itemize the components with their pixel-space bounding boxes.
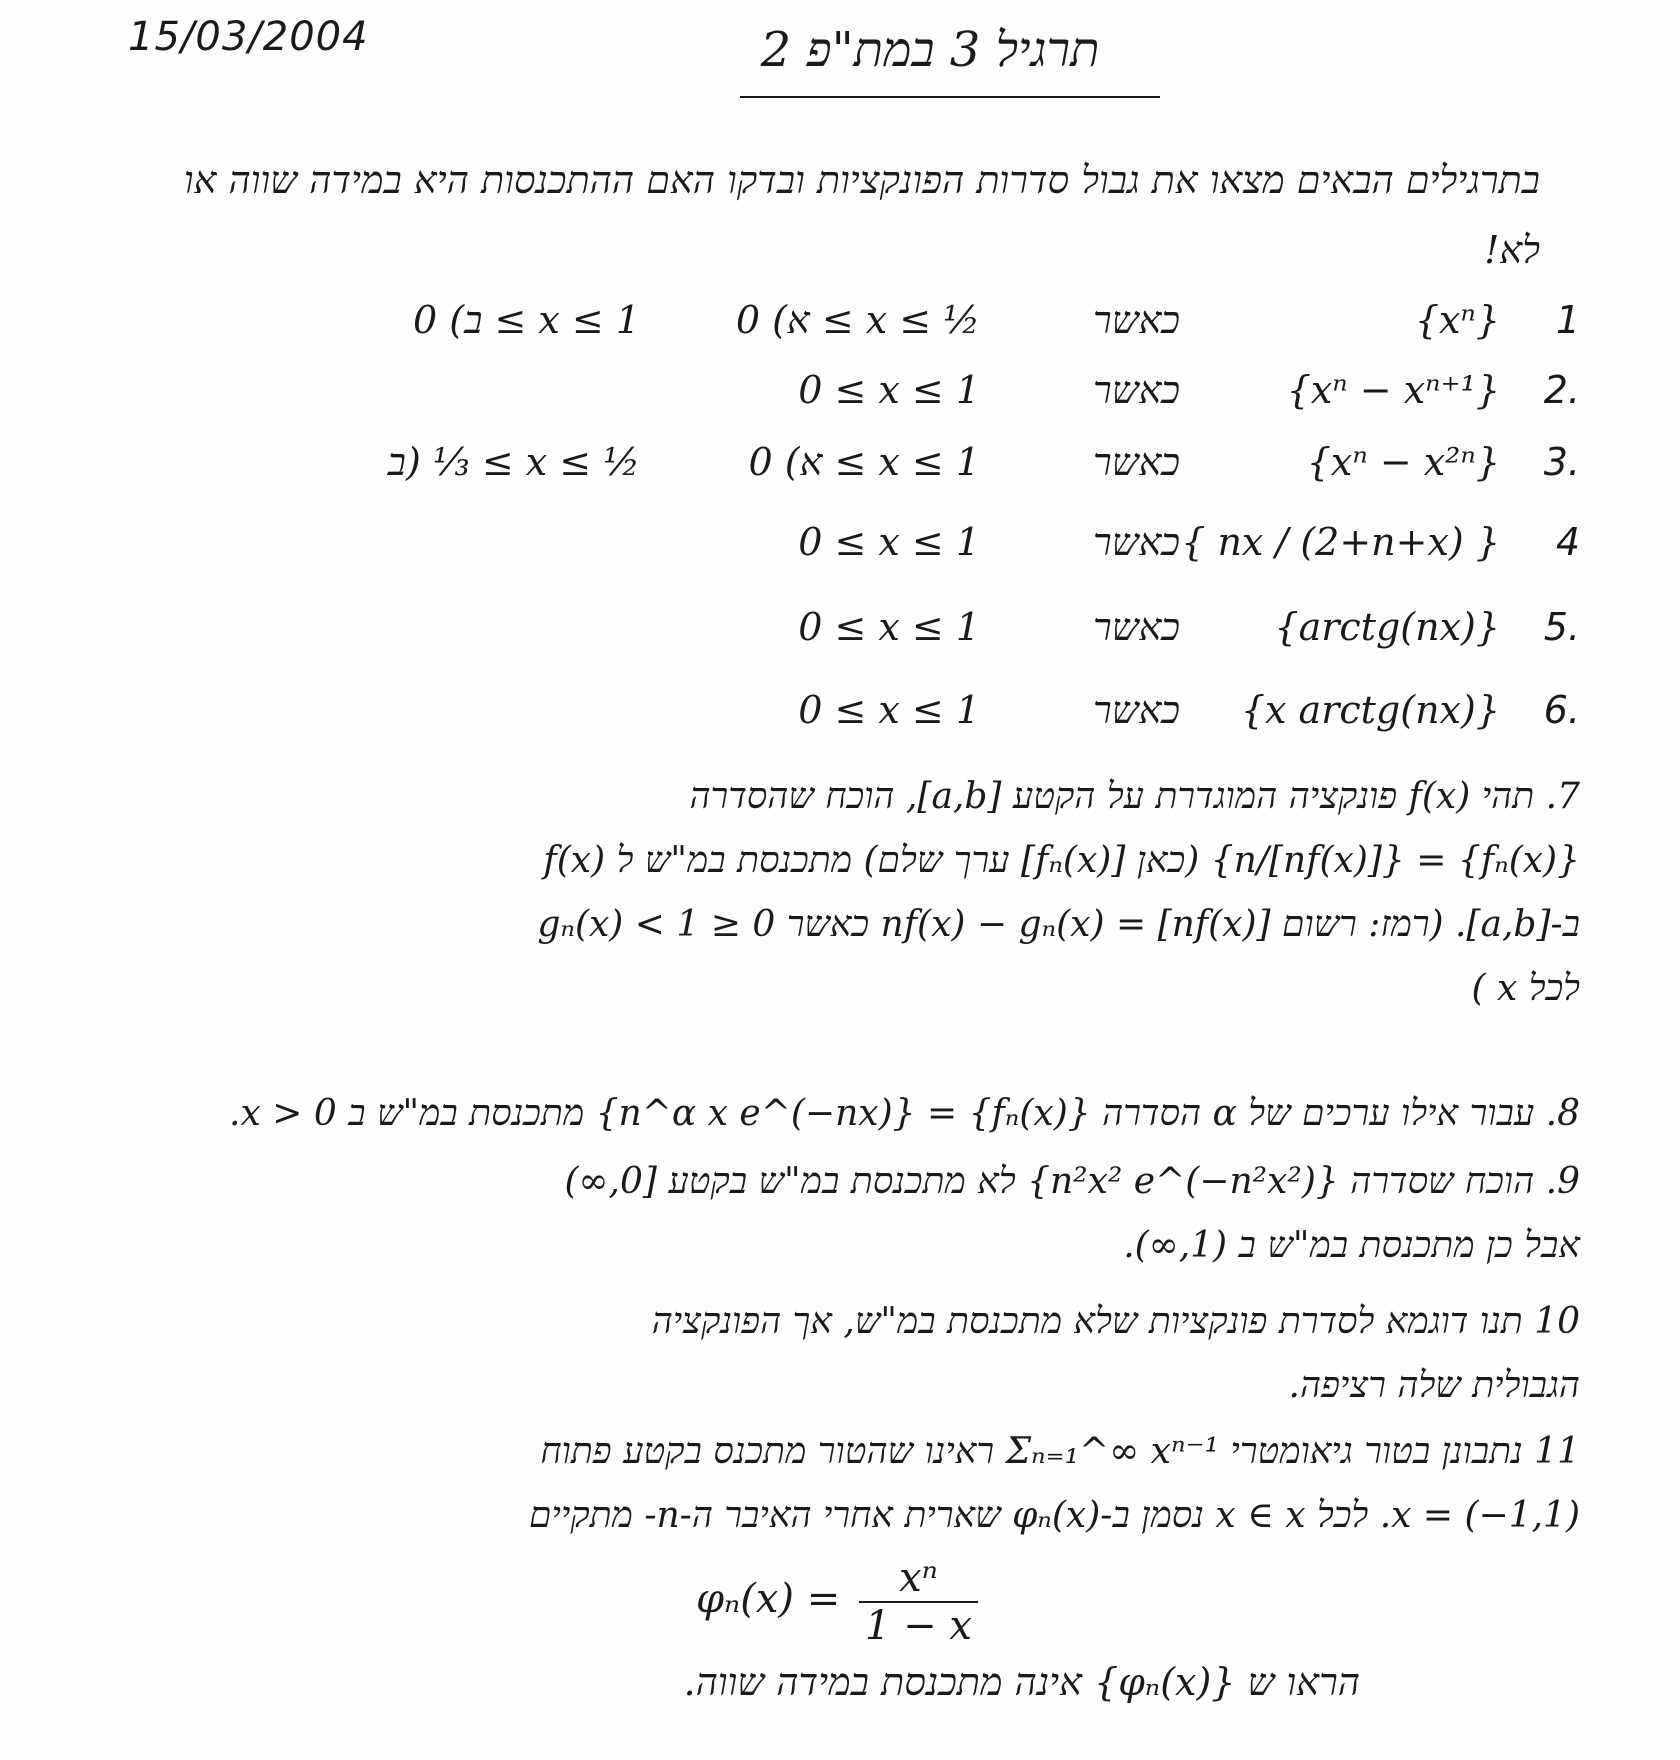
exercise-1 [100,298,1580,368]
question-10-line-1: 10 תנו דוגמא לסדרת פונקציות שלא מתכנסת במ"ש, אך הפונקציה [651,1301,1580,1342]
question-7-line-4: לכל x ) [1471,968,1580,1009]
question-11 [60,1420,1580,1548]
question-10-line-2: הגבולית שלה רציפה. [1288,1365,1580,1406]
formula-lhs: φₙ(x) = [696,1576,841,1622]
exercise-condition-word: כאשר [1093,605,1180,649]
date: 15/03/2004 [128,14,369,60]
page-title: תרגיל 3 במת"פ 2 [760,22,1100,78]
question-9-line-2: אבל כן מתכנסת במ"ש ב (1,∞). [1123,1225,1580,1266]
exercise-interval: 0 ≤ x ≤ 1 [798,368,980,412]
exercise-interval-a: א) 0 ≤ x ≤ ½ [735,298,980,342]
exercise-condition-word: כאשר [1093,368,1180,412]
question-8-text: 8. עבור אילו ערכים של α הסדרה {fₙ(x)} = {n^α x e^(−nx)} מתכנסת במ"ש ב 0 < x. [229,1093,1580,1134]
exercise-condition-word: כאשר [1093,520,1180,564]
exercise-condition-word: כאשר [1093,298,1180,342]
title-underline [740,96,1160,98]
exercise-2 [100,368,1580,438]
exercise-interval-a: א) 0 ≤ x ≤ 1 [748,440,980,484]
exercise-condition-word: כאשר [1093,440,1180,484]
question-7-line-3: ב-[a,b]. (רמז: רשום [nf(x)] = nf(x) − gₙ(x) כאשר 0 ≤ gₙ(x) < 1 [537,904,1580,945]
remainder-formula [0,1555,1680,1649]
exercise-interval: 0 ≤ x ≤ 1 [798,605,980,649]
exercise-expression: { nx / (2+n+x) } [1181,520,1500,564]
exercise-expression: {x arctg(nx)} [1240,688,1500,732]
exercise-expression: {xⁿ} [1414,298,1500,342]
question-7 [60,765,1580,1021]
question-9 [60,1150,1580,1278]
formula-numerator: xⁿ [859,1555,978,1603]
question-7-line-2: {fₙ(x)} = {[nf(x)]/n} (כאן [fₙ(x)] ערך שלם) מתכנסת במ"ש ל f(x) [543,840,1580,881]
question-11-conclusion: הראו ש {φₙ(x)} אינה מתכנסת במידה שווה. [683,1660,1360,1704]
exercise-number: .6 [1543,688,1580,732]
exercise-4 [100,520,1580,590]
question-11-line-2: x = (−1,1). לכל x ∈ x נסמן ב-φₙ(x) שארית אחרי האיבר ה-n- מתקיים [528,1495,1580,1536]
exercise-number: .5 [1543,605,1580,649]
exercise-interval: 0 ≤ x ≤ 1 [798,520,980,564]
question-7-line-1: 7. תהי f(x) פונקציה המוגדרת על הקטע [a,b], הוכח שהסדרה [689,776,1580,817]
question-10 [60,1290,1580,1418]
exercise-interval: 0 ≤ x ≤ 1 [798,688,980,732]
question-8 [60,1082,1580,1146]
exercise-interval-b: ב) 0 ≤ x ≤ 1 [412,298,640,342]
formula-denominator: 1 − x [864,1603,972,1649]
exercise-number: 1 [1555,298,1580,342]
question-11-line-1: 11 נתבונן בטור גיאומטרי Σₙ₌₁^∞ xⁿ⁻¹ ראינו שהטור מתכנס בקטע פתוח [540,1431,1580,1472]
exercise-condition-word: כאשר [1093,688,1180,732]
question-9-line-1: 9. הוכח שסדרה {n²x² e^(−n²x²)} לא מתכנסת במ"ש בקטע [0,∞) [564,1161,1580,1202]
exercise-6 [100,688,1580,758]
formula-fraction [859,1555,978,1649]
instructions: בתרגילים הבאים מצאו את גבול סדרות הפונקציות ובדקו האם ההתכנסות היא במידה שווה או לא! [183,158,1540,272]
exercise-expression: {xⁿ − xⁿ⁺¹} [1286,368,1500,412]
exercise-5 [100,605,1580,675]
exercise-3 [100,440,1580,510]
exercise-number: 4 [1555,520,1580,564]
exercise-number: .3 [1543,440,1580,484]
exercise-expression: {xⁿ − x²ⁿ} [1306,440,1500,484]
exercise-interval-b: ב) ⅓ ≤ x ≤ ½ [387,440,640,484]
exercise-expression: {arctg(nx)} [1274,605,1500,649]
exercise-number: .2 [1543,368,1580,412]
